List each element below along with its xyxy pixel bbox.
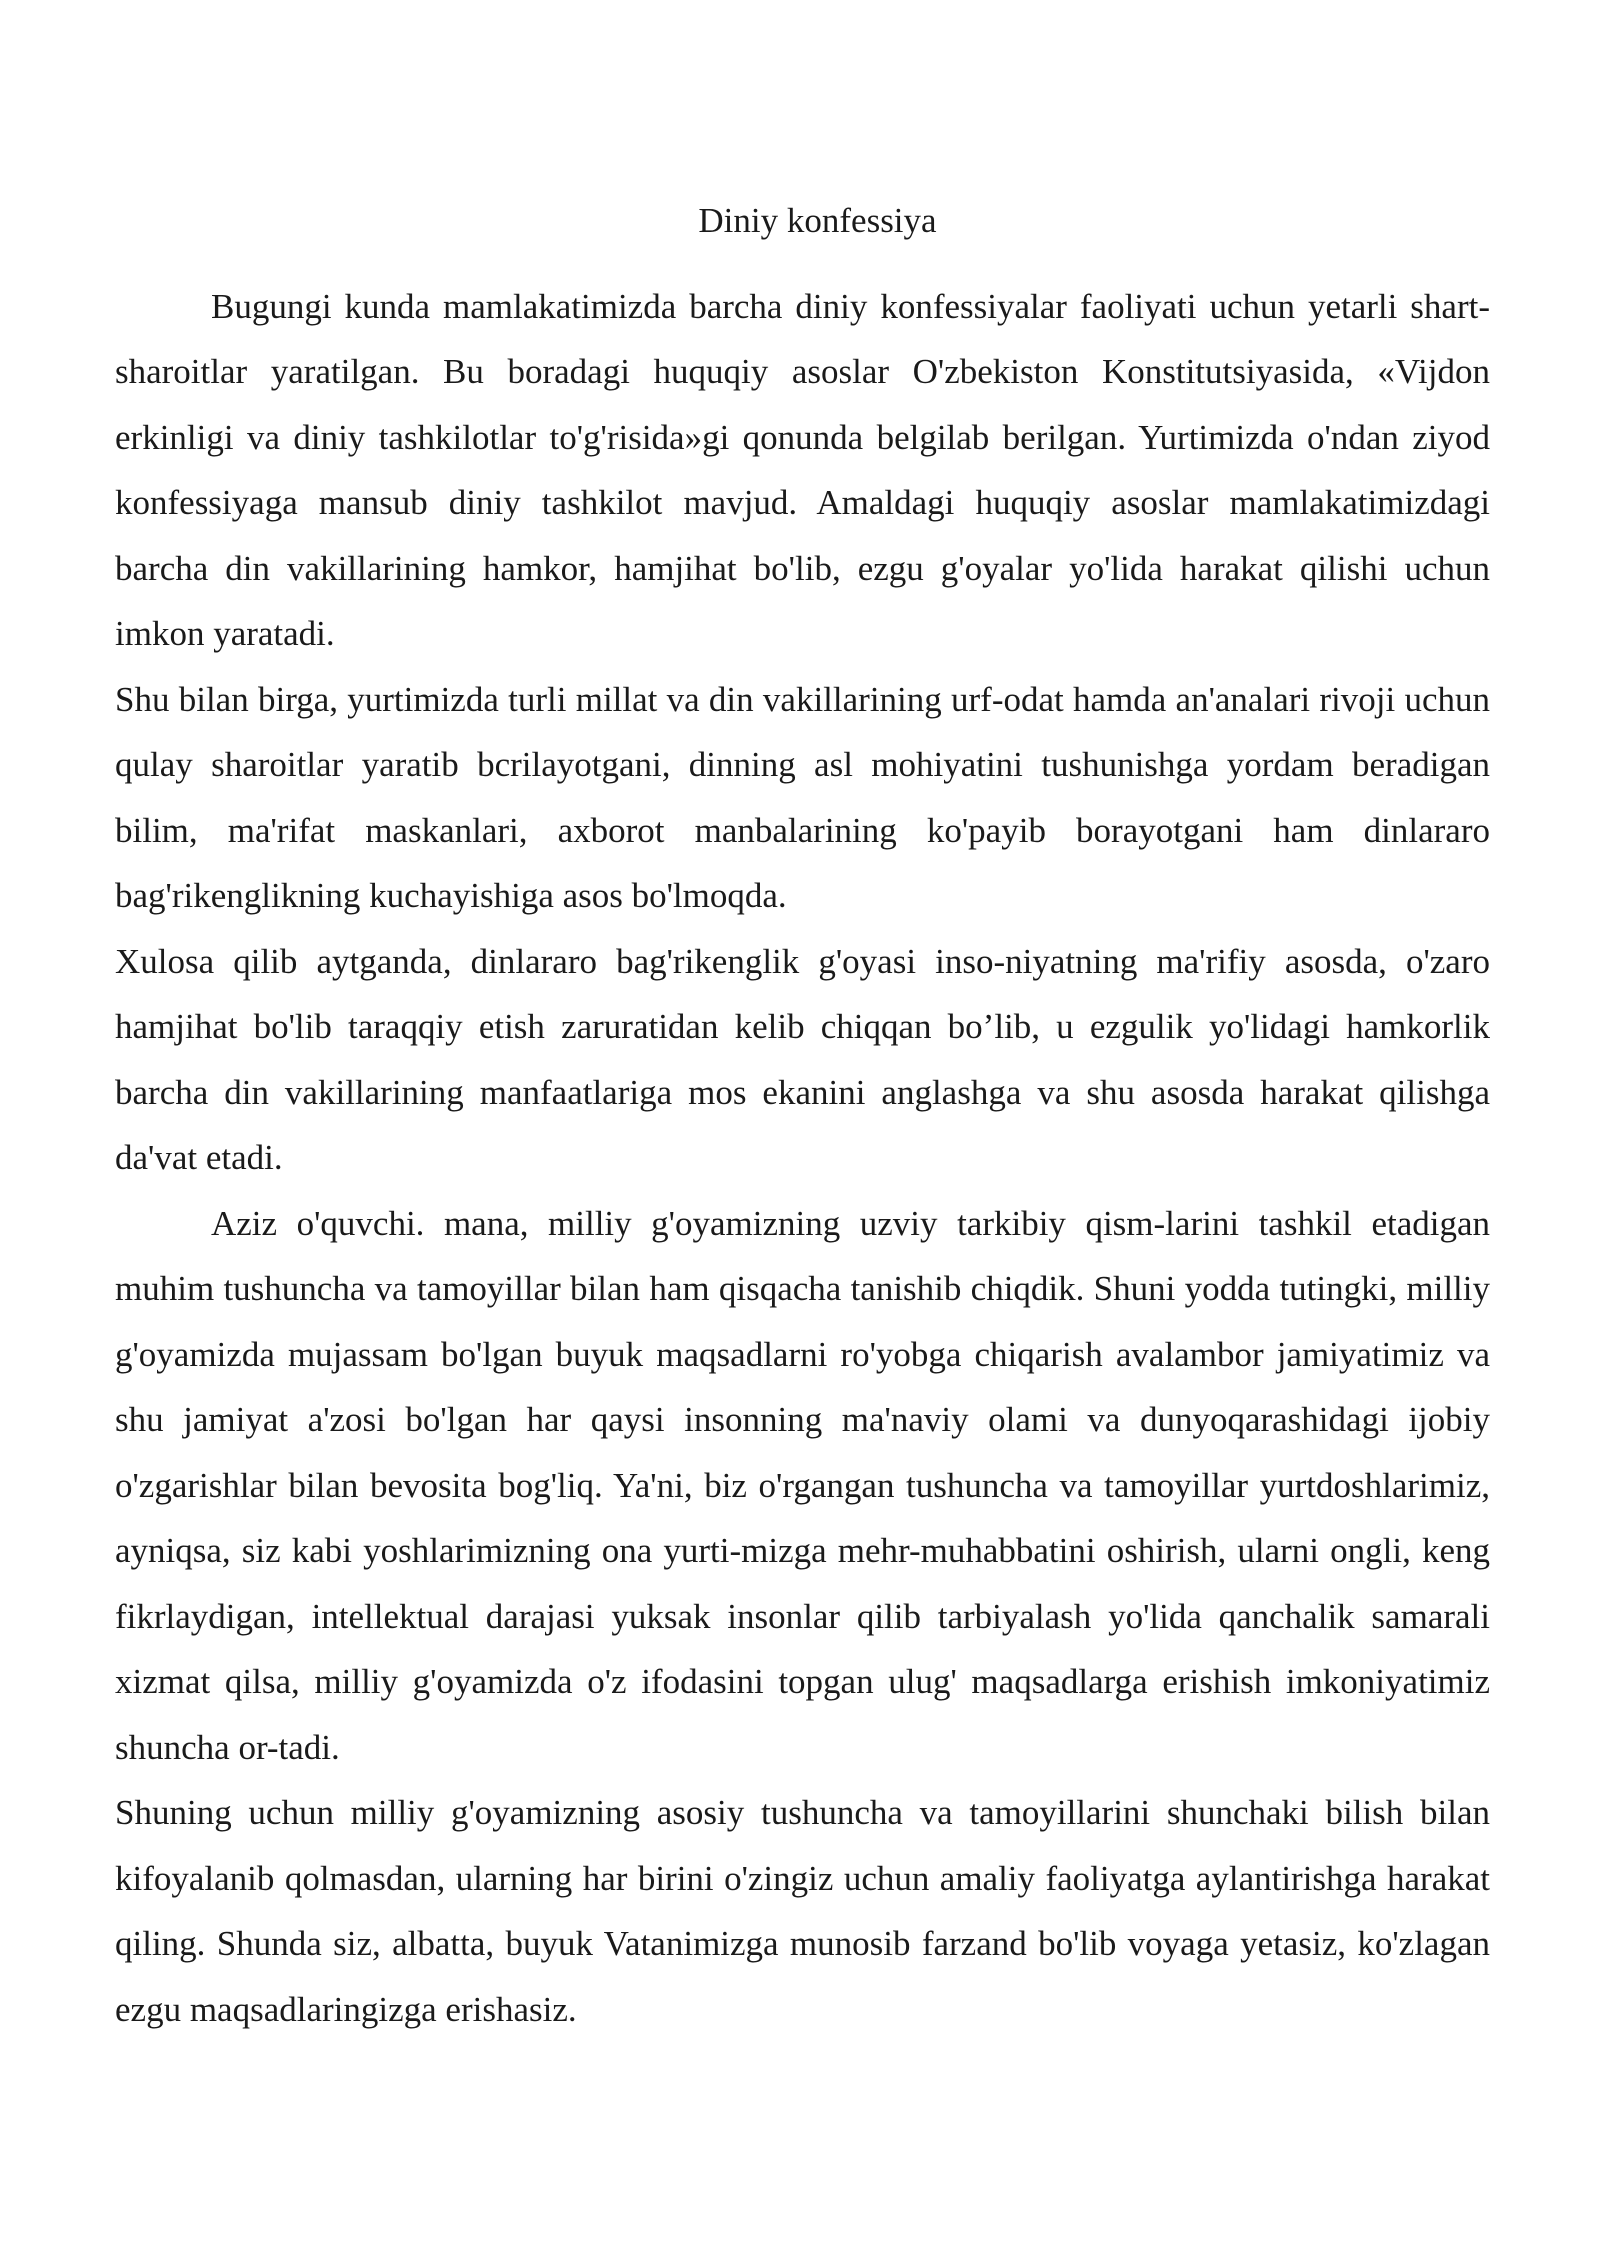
paragraph-5: Shuning uchun milliy g'oyamizning asosiy tushuncha va tamoyillarini shunchaki bilish bilan kifoyalanib qolmasdan, ularning har birini o'zingiz uchun amaliy faoliyatga aylantirishga harakat qiling. Shunda siz, albatta, buyuk Vatanimizga munosib farzand bo'lib voyaga yetasiz, ko'zlagan ezgu maqsadlaringizga erishasiz.	[115, 1793, 1490, 2029]
paragraph-3: Xulosa qilib aytganda, dinlararo bag'rikenglik g'oyasi inso-niyatning ma'rifiy asosda, o'zaro hamjihat bo'lib taraqqiy etish zaruratidan kelib chiqqan bo’lib, u ezgulik yo'lidagi hamkorlik barcha din vakillarining manfaatlariga mos ekanini anglashga va shu asosda harakat qilishga da'vat etadi.	[115, 941, 1490, 1177]
paragraph-4: Aziz o'quvchi. mana, milliy g'oyamizning uzviy tarkibiy qism-larini tashkil etadigan muhim tushuncha va tamoyillar bilan ham qisqacha tanishib chiqdik. Shuni yodda tutingki, milliy g'oyamizda mujassam bo'lgan buyuk maqsadlarni ro'yobga chiqarish avalambor jamiyatimiz va shu jamiyat a'zosi bo'lgan har qaysi insonning ma'naviy olami va dunyoqarashidagi ijobiy o'zgarishlar bilan bevosita bog'liq. Ya'ni, biz o'rgangan tushuncha va tamoyillar yurtdoshlarimiz, ayniqsa, siz kabi yoshlarimizning ona yurti-mizga mehr-muhabbatini oshirish, ularni ongli, keng fikrlaydigan, intellektual darajasi yuksak insonlar qilib tarbiyalash yo'lida qanchalik samarali xizmat qilsa, milliy g'oyamizda o'z ifodasini topgan ulug' maqsadlarga erishish imkoniyatimiz shuncha or-tadi.	[115, 1203, 1490, 1767]
document-title: Diniy konfessiya	[698, 201, 937, 240]
paragraph-1: Bugungi kunda mamlakatimizda barcha diniy konfessiyalar faoliyati uchun yetarli shart-sharoitlar yaratilgan. Bu boradagi huquqiy asoslar O'zbekiston Konstitutsiyasida, «Vijdon erkinligi va diniy tashkilotlar to'g'risida»gi qonunda belgilab berilgan. Yurtimizda o'ndan ziyod konfessiyaga mansub diniy tashkilot mavjud. Amaldagi huquqiy asoslar mamlakatimizdagi barcha din vakillarining hamkor, hamjihat bo'lib, ezgu g'oyalar yo'lida harakat qilishi uchun imkon yaratadi.	[115, 286, 1490, 653]
document-page	[115, 188, 1490, 2042]
paragraph-2: Shu bilan birga, yurtimizda turli millat va din vakillarining urf-odat hamda an'analari rivoji uchun qulay sharoitlar yaratib bcrilayotgani, dinning asl mohiyatini tushunishga yordam beradigan bilim, ma'rifat maskanlari, axborot manbalarining ko'payib borayotgani ham dinlararo bag'rikenglikning kuchayishiga asos bo'lmoqda.	[115, 679, 1490, 915]
